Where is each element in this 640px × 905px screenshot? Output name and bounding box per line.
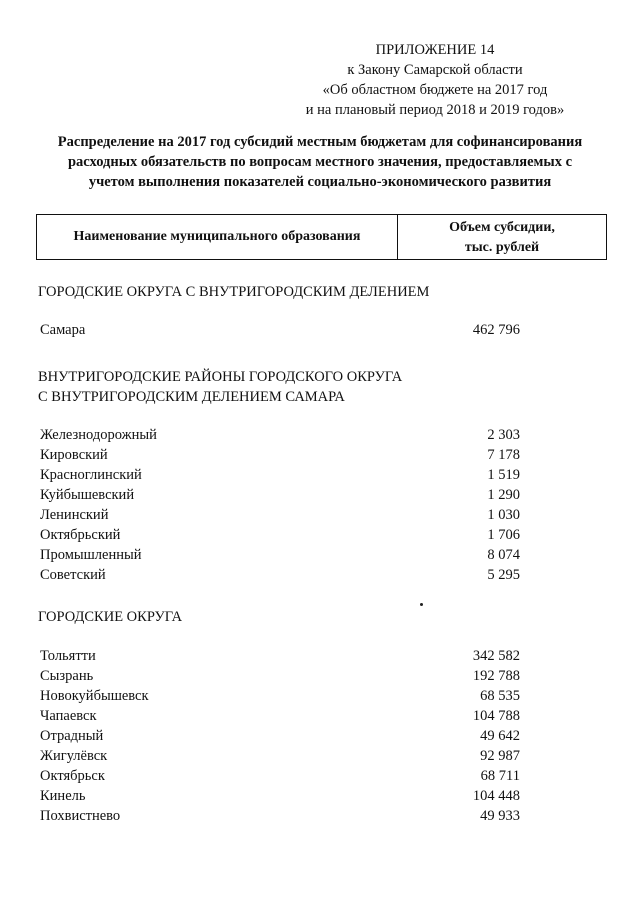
table-row — [40, 507, 520, 527]
row-value: 5 295 — [487, 567, 520, 583]
row-name: Куйбышевский — [40, 487, 135, 503]
appendix-law: к Закону Самарской области — [347, 62, 523, 78]
row-name: Красноглинский — [40, 467, 142, 483]
row-name: Октябрьский — [40, 527, 121, 543]
column-header-amount — [398, 215, 606, 259]
row-value: 92 987 — [480, 748, 520, 764]
section-title-line-2: С ВНУТРИГОРОДСКИМ ДЕЛЕНИЕМ САМАРА — [38, 389, 345, 405]
section-title — [38, 367, 402, 407]
column-header-amount-line-1: Объем субсидии, — [449, 220, 555, 235]
table-row — [40, 788, 520, 808]
row-name: Кировский — [40, 447, 108, 463]
table-row — [40, 808, 520, 828]
row-value: 462 796 — [472, 322, 520, 338]
row-value: 1 290 — [487, 487, 520, 503]
row-name: Октябрьск — [40, 768, 105, 784]
title-line-2: расходных обязательств по вопросам местного значения, предоставляемых с — [67, 154, 573, 170]
row-name: Промышленный — [40, 547, 142, 563]
appendix-law-period: и на плановый период 2018 и 2019 годов» — [305, 102, 565, 118]
row-value: 104 788 — [472, 708, 520, 724]
row-name: Ленинский — [40, 507, 109, 523]
table-row — [40, 467, 520, 487]
table-row — [40, 768, 520, 788]
table-row — [40, 708, 520, 728]
row-name: Чапаевск — [40, 708, 97, 724]
row-value: 68 535 — [480, 688, 520, 704]
row-name: Похвистнево — [40, 808, 121, 824]
row-name: Сызрань — [40, 668, 94, 684]
row-value: 68 711 — [480, 768, 520, 784]
section-title: ГОРОДСКИЕ ОКРУГА — [38, 609, 183, 625]
row-name: Советский — [40, 567, 106, 583]
column-header-name: Наименование муниципального образования — [73, 229, 361, 244]
row-value: 49 642 — [480, 728, 520, 744]
table-row — [40, 668, 520, 688]
appendix-header — [270, 40, 600, 120]
table-row — [40, 567, 520, 587]
section-title-line-1: ВНУТРИГОРОДСКИЕ РАЙОНЫ ГОРОДСКОГО ОКРУГА — [38, 369, 403, 385]
row-name: Самара — [40, 322, 86, 338]
table-row — [40, 748, 520, 768]
row-value: 1 706 — [487, 527, 520, 543]
row-value: 49 933 — [480, 808, 520, 824]
table-row — [40, 487, 520, 507]
scan-speck — [420, 603, 423, 606]
table-row — [40, 688, 520, 708]
table-header — [36, 214, 607, 260]
row-value: 2 303 — [487, 427, 520, 443]
table-row — [40, 728, 520, 748]
table-row — [40, 447, 520, 467]
table-row — [40, 547, 520, 567]
row-value: 8 074 — [487, 547, 520, 563]
appendix-law-title: «Об областном бюджете на 2017 год — [322, 82, 548, 98]
column-header-amount-line-2: тыс. рублей — [464, 240, 540, 255]
document-title — [30, 132, 610, 192]
row-name: Железнодорожный — [40, 427, 157, 443]
appendix-number: ПРИЛОЖЕНИЕ 14 — [375, 42, 495, 58]
row-value: 1 519 — [487, 467, 520, 483]
row-value: 1 030 — [487, 507, 520, 523]
table-row — [40, 527, 520, 547]
table-row — [40, 648, 520, 668]
row-name: Тольятти — [40, 648, 96, 664]
row-value: 7 178 — [487, 447, 520, 463]
title-line-3: учетом выполнения показателей социально-экономического развития — [88, 174, 552, 190]
table-row — [40, 427, 520, 447]
row-name: Жигулёвск — [40, 748, 108, 764]
row-value: 342 582 — [472, 648, 520, 664]
row-name: Кинель — [40, 788, 86, 804]
row-name: Новокуйбышевск — [40, 688, 149, 704]
row-name: Отрадный — [40, 728, 104, 744]
row-value: 192 788 — [472, 668, 520, 684]
section-title: ГОРОДСКИЕ ОКРУГА С ВНУТРИГОРОДСКИМ ДЕЛЕНИЕМ — [38, 284, 430, 300]
title-line-1: Распределение на 2017 год субсидий местным бюджетам для софинансирования — [57, 134, 583, 150]
row-value: 104 448 — [472, 788, 520, 804]
table-row — [40, 322, 520, 342]
